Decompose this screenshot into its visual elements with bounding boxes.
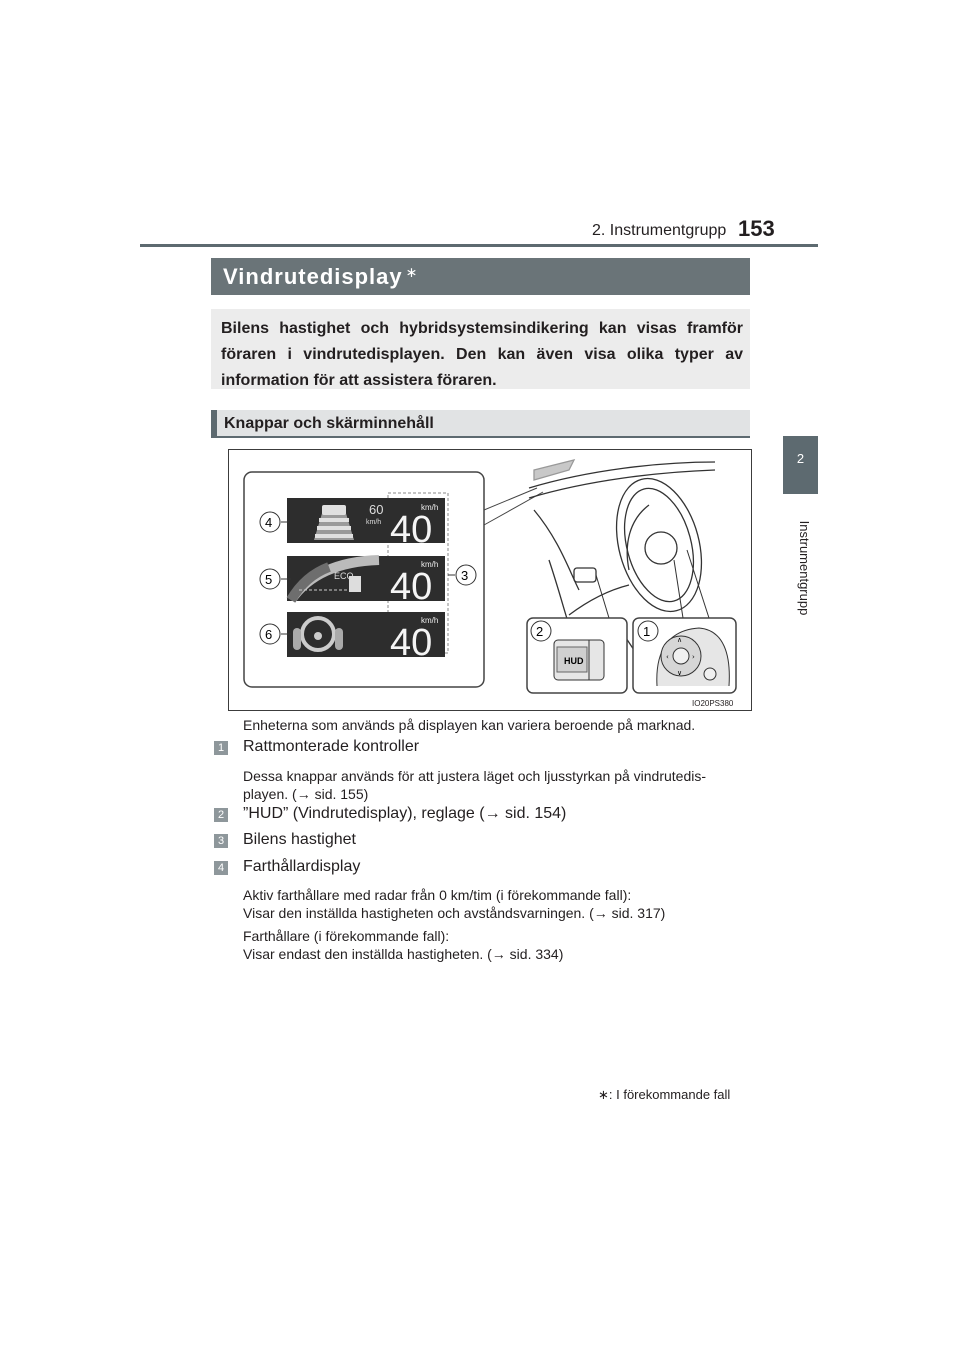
- item-badge-3: 3: [214, 834, 228, 848]
- svg-text:›: ›: [692, 653, 695, 661]
- item-desc-4d: Visar endast den inställda hastigheten. (→ sid. 334): [243, 946, 564, 962]
- svg-text:3: 3: [461, 568, 469, 583]
- svg-text:2: 2: [536, 624, 544, 639]
- speed-unit-3: km/h: [421, 616, 439, 625]
- svg-text:∧: ∧: [677, 636, 683, 644]
- item-desc-4a: Aktiv farthållare med radar från 0 km/tim (i förekommande fall):: [243, 887, 632, 903]
- running-header-section: 2. Instrumentgrupp: [592, 222, 727, 239]
- section-title-text: Vindrutedisplay: [223, 264, 403, 289]
- subheading-accent: [211, 410, 217, 438]
- item-desc-1b: playen. (→ sid. 155): [243, 786, 369, 802]
- svg-text:4: 4: [265, 515, 273, 530]
- item-title-3: Bilens hastighet: [243, 831, 356, 848]
- callout-1: [638, 621, 658, 641]
- svg-text:6: 6: [265, 627, 273, 642]
- item-badge-1: 1: [214, 741, 228, 755]
- section-title: [223, 264, 418, 290]
- page-number: 153: [738, 216, 775, 241]
- item-badge-4: 4: [214, 861, 228, 875]
- footnote: ∗: I förekommande fall: [598, 1087, 731, 1102]
- intro-text: Bilens hastighet och hybridsystemsindikering kan visas framför föraren i vindrutedisplayen. Den kan även visa olika typer av information för att assistera föraren.: [221, 320, 743, 389]
- leader-line: [674, 560, 683, 618]
- title-star: ∗: [405, 264, 419, 280]
- speed-unit-2: km/h: [421, 560, 439, 569]
- figure-caption: Enheterna som används på displayen kan variera beroende på marknad.: [243, 717, 696, 733]
- callout-2: [531, 621, 551, 641]
- speed-value-3: 40: [390, 622, 433, 664]
- hud-illustration-svg: [229, 450, 751, 710]
- hud-illustration: [228, 449, 752, 711]
- svg-text:‹: ‹: [666, 653, 669, 661]
- item-title-4: Farthållardisplay: [243, 858, 361, 875]
- svg-text:5: 5: [265, 572, 273, 587]
- item-title-1: Rattmonterade kontroller: [243, 738, 420, 755]
- speed-value-1: 40: [390, 509, 433, 551]
- figure-code: IO20PS380: [692, 699, 734, 708]
- set-speed-unit: km/h: [366, 519, 382, 526]
- speed-value-2: 40: [390, 566, 433, 608]
- item-title-2: ”HUD” (Vindrutedisplay), reglage (→ sid. 154): [243, 805, 567, 822]
- item-badge-2: 2: [214, 808, 228, 822]
- connector-line: [484, 488, 537, 510]
- svg-text:1: 1: [643, 624, 651, 639]
- item-desc-4b: Visar den inställda hastigheten och avståndsvarningen. (→ sid. 317): [243, 905, 666, 921]
- hud-switch-label: HUD: [564, 656, 584, 666]
- chapter-tab-number: 2: [796, 451, 805, 466]
- eco-label: ECO: [334, 571, 354, 581]
- set-speed-value: 60: [369, 502, 384, 517]
- speed-unit-1: km/h: [421, 503, 439, 512]
- svg-text:∨: ∨: [677, 669, 683, 677]
- header-rule: [140, 244, 818, 247]
- chapter-tab-label: Instrumentgrupp: [797, 520, 812, 616]
- item-desc-4c: Farthållare (i förekommande fall):: [243, 928, 450, 944]
- subheading-text: Knappar och skärminnehåll: [224, 415, 434, 432]
- item-desc-1a: Dessa knappar används för att justera läget och ljusstyrkan på vindrutedis-: [243, 768, 707, 784]
